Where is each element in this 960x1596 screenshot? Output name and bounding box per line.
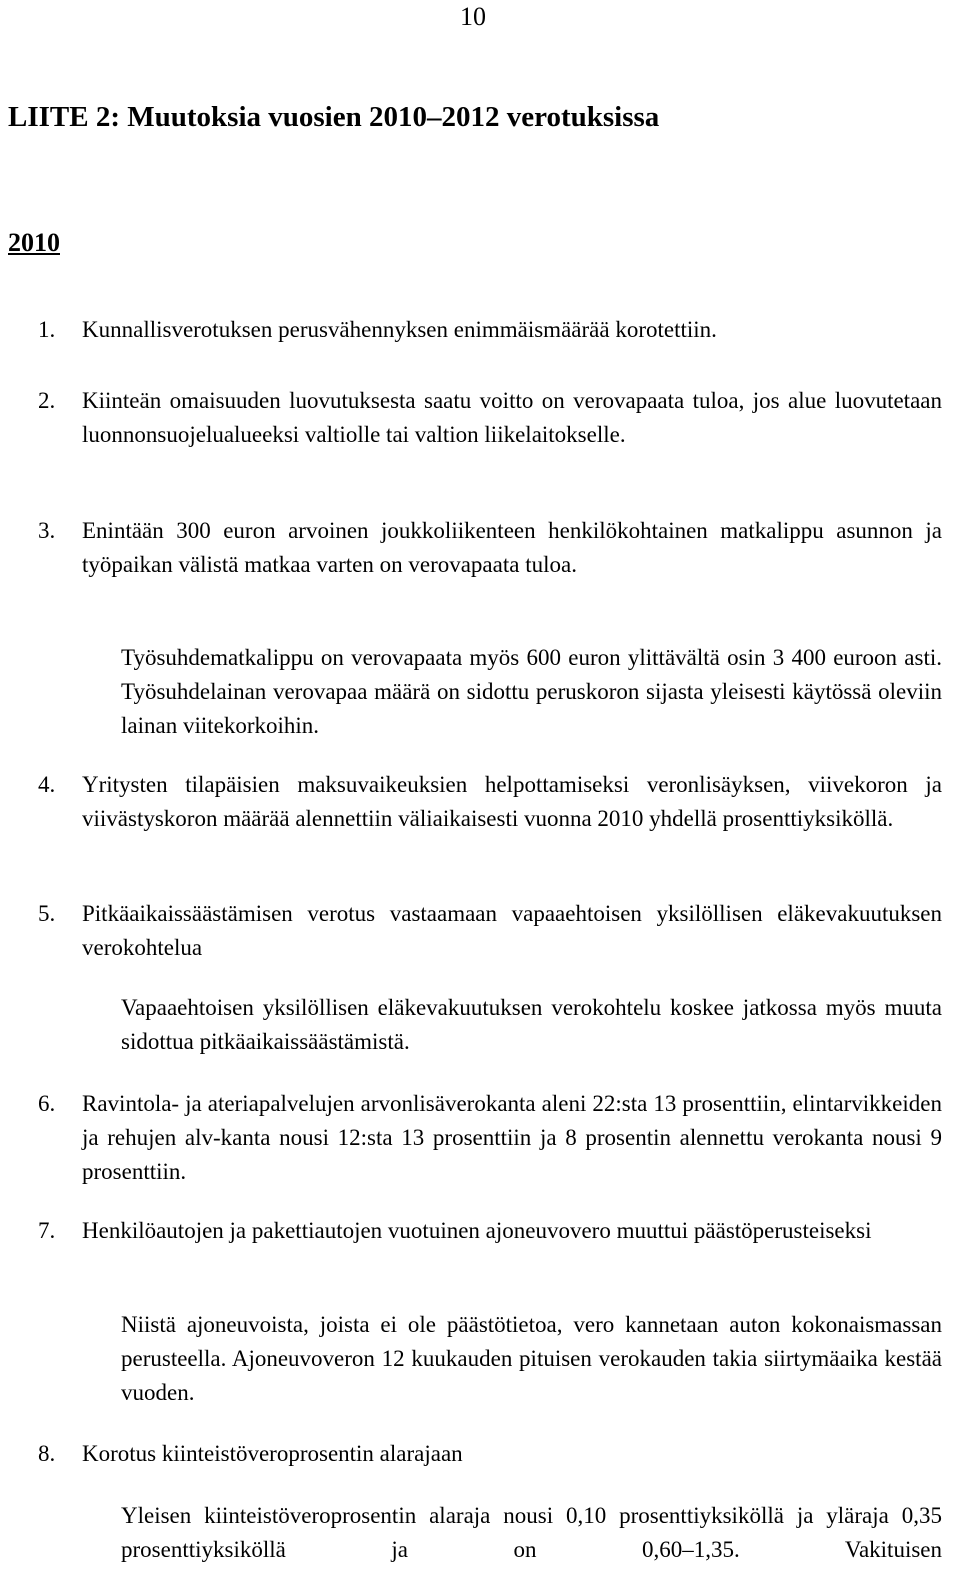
page-number: 10 — [460, 2, 486, 31]
list-item-text: Enintään 300 euron arvoinen joukkoliikenteen henkilökohtainen matkalippu asunnon ja työpaikan välistä matkaa varten on verovapaata tuloa. — [82, 518, 942, 577]
list-item-text: Kiinteän omaisuuden luovutuksesta saatu voitto on verovapaata tuloa, jos alue luovutetaan luonnonsuojelualueeksi valtiolle tai valtion liikelaitokselle. — [82, 388, 942, 447]
list-item — [38, 514, 942, 582]
list-item-text: Henkilöautojen ja pakettiautojen vuotuinen ajoneuvovero muuttui päästöperusteiseksi — [82, 1218, 872, 1243]
list-item-number: 8. — [38, 1441, 56, 1466]
list-item-number: 1. — [38, 317, 56, 342]
list-item-number: 5. — [38, 901, 56, 926]
list-item — [38, 1214, 942, 1248]
list-item-text: Korotus kiinteistöveroprosentin alarajaan — [82, 1441, 463, 1466]
subparagraph: Niistä ajoneuvoista, joista ei ole päästötietoa, vero kannetaan auton kokonaismassan perusteella. Ajoneuvoveron 12 kuukauden pituisen verokauden takia siirtymäaika kestää vuoden. — [121, 1312, 942, 1405]
list-item-number: 7. — [38, 1218, 56, 1243]
year-heading: 2010 — [8, 228, 60, 257]
subparagraph: Yleisen kiinteistöveroprosentin alaraja nousi 0,10 prosenttiyksiköllä ja yläraja 0,35 prosenttiyksiköllä ja on 0,60–1,35. Vakituisen — [121, 1503, 942, 1562]
list-item-text: Yritysten tilapäisien maksuvaikeuksien helpottamiseksi veronlisäyksen, viivekoron ja viivästyskoron määrää alennettiin väliaikaisesti vuonna 2010 yhdellä prosenttiyksiköllä. — [82, 772, 942, 831]
subparagraph: Työsuhdematkalippu on verovapaata myös 600 euron ylittävältä osin 3 400 euroon asti. Työsuhdelainan verovapaa määrä on sidottu peruskoron sijasta yleisesti käytössä oleviin lainan viitekorkoihin. — [121, 645, 942, 738]
list-item-text: Pitkäaikaissäästämisen verotus vastaamaan vapaaehtoisen yksilöllisen eläkevakuutuksen verokohtelua — [82, 901, 942, 960]
list-item-text: Kunnallisverotuksen perusvähennyksen enimmäismäärää korotettiin. — [82, 317, 717, 342]
list-item — [38, 1437, 942, 1471]
document-title: LIITE 2: Muutoksia vuosien 2010–2012 verotuksissa — [8, 101, 660, 133]
list-item-number: 6. — [38, 1091, 56, 1116]
list-item — [38, 1087, 942, 1189]
subparagraph: Vapaaehtoisen yksilöllisen eläkevakuutuksen verokohtelu koskee jatkossa myös muuta sidottua pitkäaikaissäästämistä. — [121, 995, 942, 1054]
list-item — [38, 384, 942, 452]
list-item-number: 4. — [38, 772, 56, 797]
list-item — [38, 768, 942, 836]
list-item-number: 3. — [38, 518, 56, 543]
list-item — [38, 897, 942, 965]
list-item-text: Ravintola- ja ateriapalvelujen arvonlisäverokanta aleni 22:sta 13 prosenttiin, elintarvikkeiden ja rehujen alv-kanta nousi 12:sta 13 prosenttiin ja 8 prosentin alennettu verokanta nousi 9 prosenttiin. — [82, 1091, 942, 1184]
list-item — [38, 313, 942, 347]
list-item-number: 2. — [38, 388, 56, 413]
